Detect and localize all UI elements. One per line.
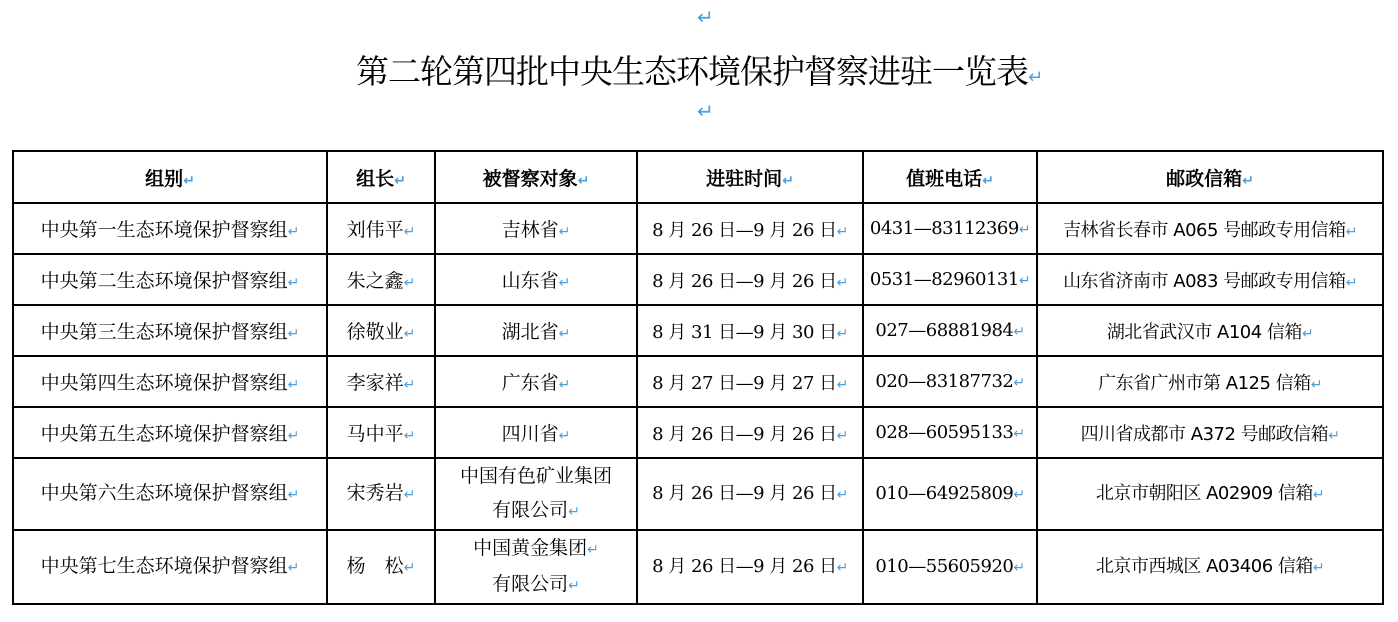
period-cell: 8 月 26 日—9 月 26 日↵	[637, 407, 863, 458]
leader-cell: 宋秀岩↵	[327, 458, 435, 530]
period-cell: 8 月 26 日—9 月 26 日↵	[637, 458, 863, 530]
leader-cell: 刘伟平↵	[327, 203, 435, 254]
target-cell: 四川省↵	[435, 407, 637, 458]
leader-cell: 朱之鑫↵	[327, 254, 435, 305]
table-row	[13, 356, 1383, 407]
group-cell: 中央第一生态环境保护督察组↵	[13, 203, 327, 254]
table-row	[13, 254, 1383, 305]
group-cell: 中央第七生态环境保护督察组↵	[13, 530, 327, 604]
leader-cell: 徐敬业↵	[327, 305, 435, 356]
title-text: 第二轮第四批中央生态环境保护督察进驻一览表	[355, 52, 1028, 91]
header-cell: 邮政信箱↵	[1037, 151, 1383, 203]
table-row	[13, 203, 1383, 254]
paragraph-mark: ↵	[697, 99, 714, 123]
phone-cell: 027—68881984↵	[863, 305, 1037, 356]
phone-cell: 010—55605920↵	[863, 530, 1037, 604]
header-cell: 值班电话↵	[863, 151, 1037, 203]
table-row	[13, 530, 1383, 604]
group-cell: 中央第五生态环境保护督察组↵	[13, 407, 327, 458]
mailbox-cell: 北京市西城区 A03406 信箱↵	[1037, 530, 1383, 604]
target-cell: 广东省↵	[435, 356, 637, 407]
period-cell: 8 月 26 日—9 月 26 日↵	[637, 254, 863, 305]
group-cell: 中央第四生态环境保护督察组↵	[13, 356, 327, 407]
group-cell: 中央第二生态环境保护督察组↵	[13, 254, 327, 305]
target-cell: 中国有色矿业集团 有限公司↵	[435, 458, 637, 530]
header-cell: 被督察对象↵	[435, 151, 637, 203]
header-cell: 组长↵	[327, 151, 435, 203]
header-cell: 组别↵	[13, 151, 327, 203]
paragraph-mark: ↵	[1027, 67, 1043, 88]
table-row	[13, 458, 1383, 530]
period-cell: 8 月 26 日—9 月 26 日↵	[637, 203, 863, 254]
mailbox-cell: 山东省济南市 A083 号邮政专用信箱↵	[1037, 254, 1383, 305]
phone-cell: 0531—82960131↵	[863, 254, 1037, 305]
mailbox-cell: 北京市朝阳区 A02909 信箱↵	[1037, 458, 1383, 530]
period-cell: 8 月 27 日—9 月 27 日↵	[637, 356, 863, 407]
table-header-row	[13, 151, 1383, 203]
paragraph-mark: ↵	[697, 5, 714, 29]
mailbox-cell: 吉林省长春市 A065 号邮政专用信箱↵	[1037, 203, 1383, 254]
table-row	[13, 305, 1383, 356]
mailbox-cell: 湖北省武汉市 A104 信箱↵	[1037, 305, 1383, 356]
phone-cell: 020—83187732↵	[863, 356, 1037, 407]
leader-cell: 李家祥↵	[327, 356, 435, 407]
period-cell: 8 月 26 日—9 月 26 日↵	[637, 530, 863, 604]
document-title	[0, 46, 1398, 93]
phone-cell: 0431—83112369↵	[863, 203, 1037, 254]
leader-cell: 马中平↵	[327, 407, 435, 458]
table-row	[13, 407, 1383, 458]
inspection-table	[12, 150, 1384, 605]
target-cell: 吉林省↵	[435, 203, 637, 254]
leader-cell: 杨 松↵	[327, 530, 435, 604]
group-cell: 中央第六生态环境保护督察组↵	[13, 458, 327, 530]
target-cell: 中国黄金集团↵ 有限公司↵	[435, 530, 637, 604]
mailbox-cell: 四川省成都市 A372 号邮政信箱↵	[1037, 407, 1383, 458]
phone-cell: 010—64925809↵	[863, 458, 1037, 530]
period-cell: 8 月 31 日—9 月 30 日↵	[637, 305, 863, 356]
group-cell: 中央第三生态环境保护督察组↵	[13, 305, 327, 356]
mailbox-cell: 广东省广州市第 A125 信箱↵	[1037, 356, 1383, 407]
target-cell: 湖北省↵	[435, 305, 637, 356]
target-cell: 山东省↵	[435, 254, 637, 305]
header-cell: 进驻时间↵	[637, 151, 863, 203]
phone-cell: 028—60595133↵	[863, 407, 1037, 458]
